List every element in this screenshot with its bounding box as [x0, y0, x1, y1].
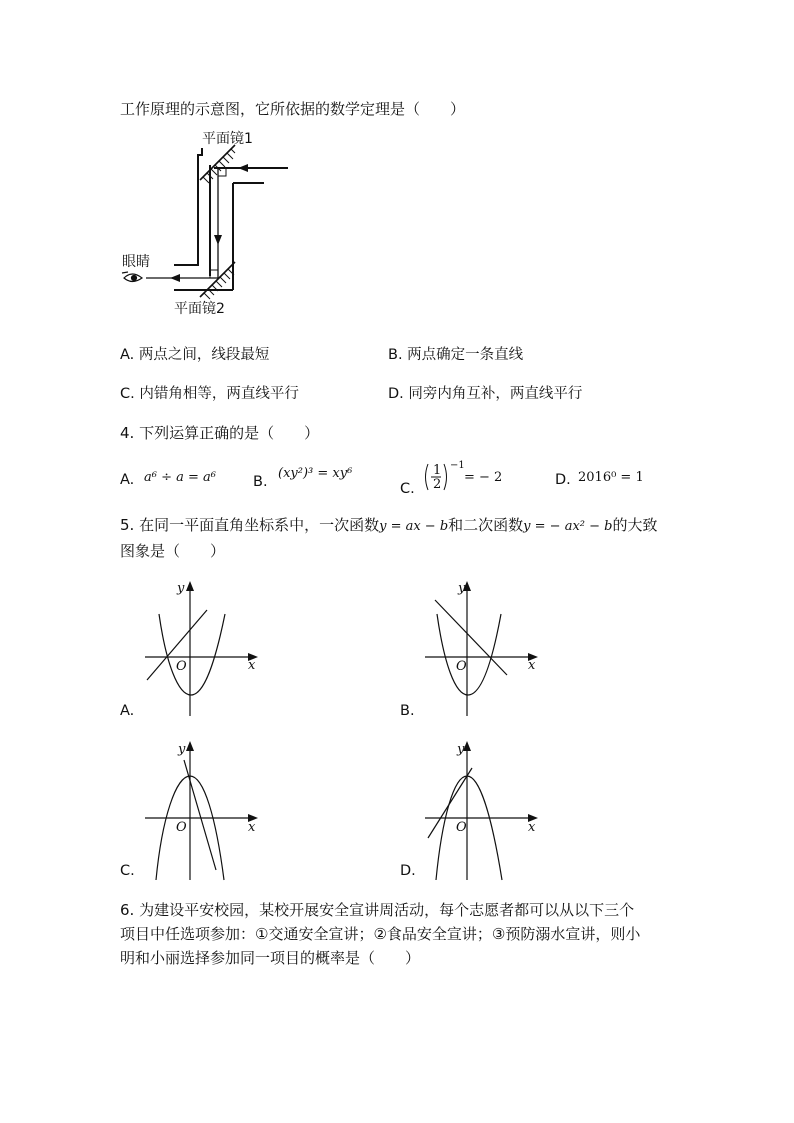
q6-line1: 6. 为建设平安校园，某校开展安全宣讲周活动，每个志愿者都可以从以下三个	[120, 901, 635, 919]
graph-b-y-label: y	[458, 581, 466, 596]
periscope-diagram	[110, 125, 310, 320]
graph-d-y-label: y	[457, 742, 465, 757]
q4-option-b-math: (xy²)³ = xy⁶	[278, 466, 353, 481]
eye-icon	[122, 272, 142, 282]
graph-c-x-label: x	[248, 820, 256, 835]
q4-option-a-math: a⁶ ÷ a = a⁶	[144, 470, 216, 485]
graph-d-label: D.	[400, 863, 416, 879]
q6-line3: 明和小丽选择参加同一项目的概率是（ ）	[120, 949, 421, 967]
graph-d-x-label: x	[528, 820, 536, 835]
q3-stem: 工作原理的示意图，它所依据的数学定理是（ ）	[120, 100, 466, 118]
light-ray	[146, 168, 288, 278]
q4-option-c-letter: C.	[400, 481, 415, 497]
graph-b	[420, 578, 545, 718]
q4-option-d-letter: D.	[555, 472, 571, 488]
graph-c-label: C.	[120, 863, 135, 879]
q5-stem-part1: 5. 在同一平面直角坐标系中，一次函数	[120, 516, 380, 534]
graph-c	[140, 738, 265, 883]
q5-linear-fn: y = ax − b	[379, 519, 449, 534]
q4-option-a-letter: A.	[120, 472, 135, 488]
q3-option-d: D. 同旁内角互补，两直线平行	[388, 386, 583, 402]
graph-a-x-label: x	[248, 658, 256, 673]
q4-c-denominator: 2	[433, 477, 442, 492]
graph-d-origin: O	[456, 820, 467, 835]
q4-c-numerator: 1	[433, 463, 442, 478]
graph-a-label: A.	[120, 703, 135, 719]
graph-b-x-label: x	[528, 658, 536, 673]
q3-option-a: A. 两点之间，线段最短	[120, 347, 270, 363]
graph-c-origin: O	[176, 820, 187, 835]
graph-a-origin: O	[176, 659, 187, 674]
graph-a-y-label: y	[177, 581, 185, 596]
graph-b-origin: O	[456, 659, 467, 674]
graph-d	[420, 738, 545, 883]
q3-option-b: B. 两点确定一条直线	[388, 347, 524, 363]
q4-option-c-math	[422, 460, 512, 496]
graph-b-label: B.	[400, 703, 415, 719]
q4-option-b-letter: B.	[253, 474, 268, 490]
q5-quadratic-fn: y = − ax² − b	[523, 519, 613, 534]
q3-option-c: C. 内错角相等，两直线平行	[120, 386, 299, 402]
q5-stem-part2: 和二次函数	[448, 516, 524, 534]
q4-c-rhs: = − 2	[464, 470, 503, 485]
q4-option-d-math: 2016⁰ = 1	[578, 470, 644, 485]
q4-option-c-fraction	[422, 460, 512, 496]
q5-stem-line2: 图象是（ ）	[120, 542, 226, 560]
q4-c-exponent: −1	[450, 460, 465, 471]
q4-stem: 4. 下列运算正确的是（ ）	[120, 424, 320, 442]
q5-stem-part3: 的大致	[612, 516, 658, 534]
mirror1-label: 平面镜1	[202, 131, 253, 147]
mirror2-label: 平面镜2	[174, 301, 225, 317]
eye-label: 眼睛	[122, 254, 150, 270]
q5-stem-line1	[120, 515, 658, 537]
graph-c-y-label: y	[178, 742, 186, 757]
graph-a	[140, 578, 265, 718]
q6-line2: 项目中任选项参加：①交通安全宣讲；②食品安全宣讲；③预防溺水宣讲，则小	[120, 925, 641, 943]
